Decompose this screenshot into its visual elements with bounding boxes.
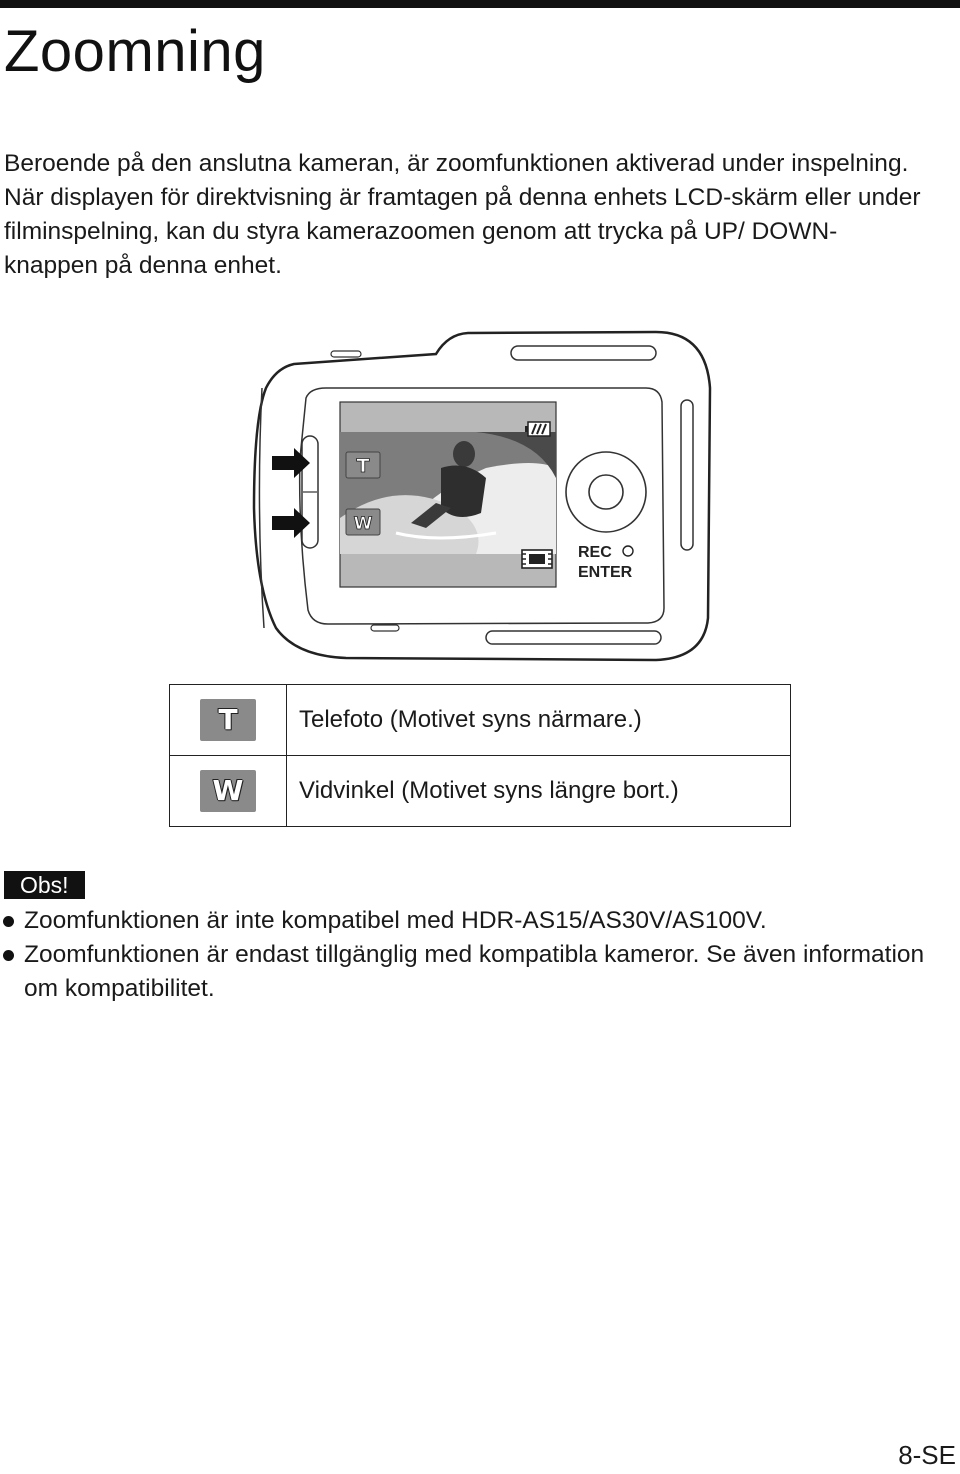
right-side-slot [681,400,693,550]
notes-list [0,904,940,1006]
bottom-slot [486,631,661,644]
top-rule [0,0,960,8]
battery-full-icon [525,422,550,436]
remote-device-illustration [236,328,716,666]
note-badge: Obs! [4,871,85,899]
page-title: Zoomning [4,19,266,84]
legend-row-wide [170,756,791,827]
intro-text [4,147,924,283]
top-button-small [331,351,361,357]
zoom-legend-table [169,684,791,827]
note-item: Zoomfunktionen är inte kompatibel med HDR-AS15/AS30V/AS100V. [0,904,940,938]
screen-w-label: W [353,514,373,534]
top-slot [511,346,656,360]
tele-icon: T [200,699,256,741]
screen-t-label: T [356,455,370,477]
legend-row-tele [170,685,791,756]
rec-label: REC [578,544,612,561]
rec-indicator-icon [623,546,633,556]
wide-description: Vidvinkel (Motivet syns längre bort.) [287,756,791,827]
note-item: Zoomfunktionen är endast tillgänglig med kompatibla kameror. Se även information om kompatibilitet. [0,938,940,1006]
intro-paragraph-1: Beroende på den anslutna kameran, är zoomfunktionen aktiverad under inspelning. [4,150,909,177]
wide-icon: W [200,770,256,812]
intro-paragraph-2: När displayen för direktvisning är framtagen på denna enhets LCD-skärm eller under filminspelning, kan du styra kamerazoomen genom att trycka på UP/ DOWN-knappen på denna enhet. [4,184,921,279]
tele-description: Telefoto (Motivet syns närmare.) [287,685,791,756]
enter-label: ENTER [578,564,633,581]
film-icon [522,550,552,568]
rec-enter-button [589,475,623,509]
page-number: 8-SE [898,1440,956,1470]
bottom-tab [371,625,399,631]
